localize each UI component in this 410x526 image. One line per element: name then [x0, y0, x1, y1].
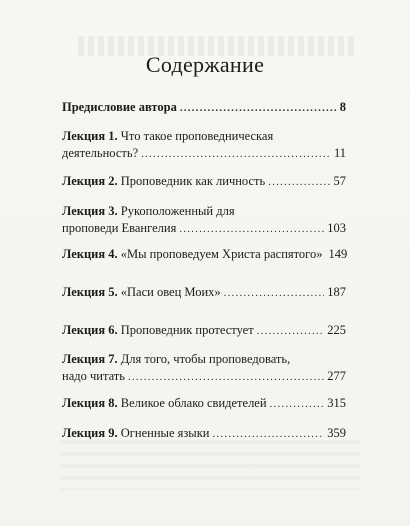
lecture-title-line1: Для того, чтобы проповедовать,: [120, 352, 291, 366]
toc-page-number: 315: [327, 396, 346, 410]
toc-entry-label: Предисловие автора: [62, 100, 177, 114]
toc-entry-lecture-3: [62, 203, 346, 238]
lecture-number: Лекция 5.: [62, 285, 118, 299]
toc-page-number: 11: [333, 146, 346, 160]
lecture-number: Лекция 4.: [62, 247, 118, 261]
leader-dots: [212, 426, 324, 443]
lecture-title-line2: деятельность?: [62, 146, 139, 160]
leader-dots: [128, 369, 324, 386]
lecture-title: «Мы проповедуем Христа распятого»: [120, 247, 323, 261]
lecture-title-line1: Рукоположенный для: [120, 204, 235, 218]
toc-entry-lecture-8: [62, 395, 346, 413]
lecture-title: «Паси овец Моих»: [120, 285, 221, 299]
leader-dots: [180, 100, 337, 117]
toc-entry-lecture-9: [62, 425, 346, 443]
lecture-title-line2: проповеди Евангелия: [62, 221, 177, 235]
toc-entry-lecture-4: [62, 246, 346, 264]
lecture-title: Проповедник протестует: [120, 323, 254, 337]
toc-entry-lecture-5: [62, 284, 346, 302]
lecture-number: Лекция 8.: [62, 396, 118, 410]
leader-dots: [257, 323, 325, 340]
toc-entry-lecture-6: [62, 322, 346, 340]
leader-dots: [268, 174, 330, 191]
leader-dots: [270, 396, 325, 413]
lecture-title-line1: Что такое проповедническая: [120, 129, 274, 143]
lecture-title: Проповедник как личность: [120, 174, 266, 188]
lecture-number: Лекция 6.: [62, 323, 118, 337]
toc-page-number: 359: [327, 426, 346, 440]
leader-dots: [179, 221, 324, 238]
lecture-number: Лекция 1.: [62, 129, 118, 143]
lecture-title: Огненные языки: [120, 426, 210, 440]
toc-page-number: 225: [327, 323, 346, 337]
toc-page-number: 103: [327, 221, 346, 235]
toc-page-number: 277: [327, 369, 346, 383]
lecture-number: Лекция 9.: [62, 426, 118, 440]
page-title: Содержание: [145, 52, 265, 77]
bleed-through-text: [60, 440, 360, 490]
lecture-title-line2: надо читать: [62, 369, 125, 383]
leader-dots: [224, 285, 325, 302]
lecture-title: Великое облако свидетелей: [120, 396, 267, 410]
toc-page-number: 57: [333, 174, 346, 188]
lecture-number: Лекция 7.: [62, 352, 118, 366]
toc-entry-lecture-7: [62, 351, 346, 386]
toc-entry-preface: [62, 99, 346, 117]
lecture-number: Лекция 3.: [62, 204, 118, 218]
toc-page-number: 187: [327, 285, 346, 299]
toc-page-number: 8: [339, 100, 346, 114]
leader-dots: [141, 146, 331, 163]
toc-entry-lecture-1: [62, 128, 346, 163]
toc-page-number: 149: [328, 247, 348, 261]
toc-entry-lecture-2: [62, 173, 346, 191]
lecture-number: Лекция 2.: [62, 174, 118, 188]
